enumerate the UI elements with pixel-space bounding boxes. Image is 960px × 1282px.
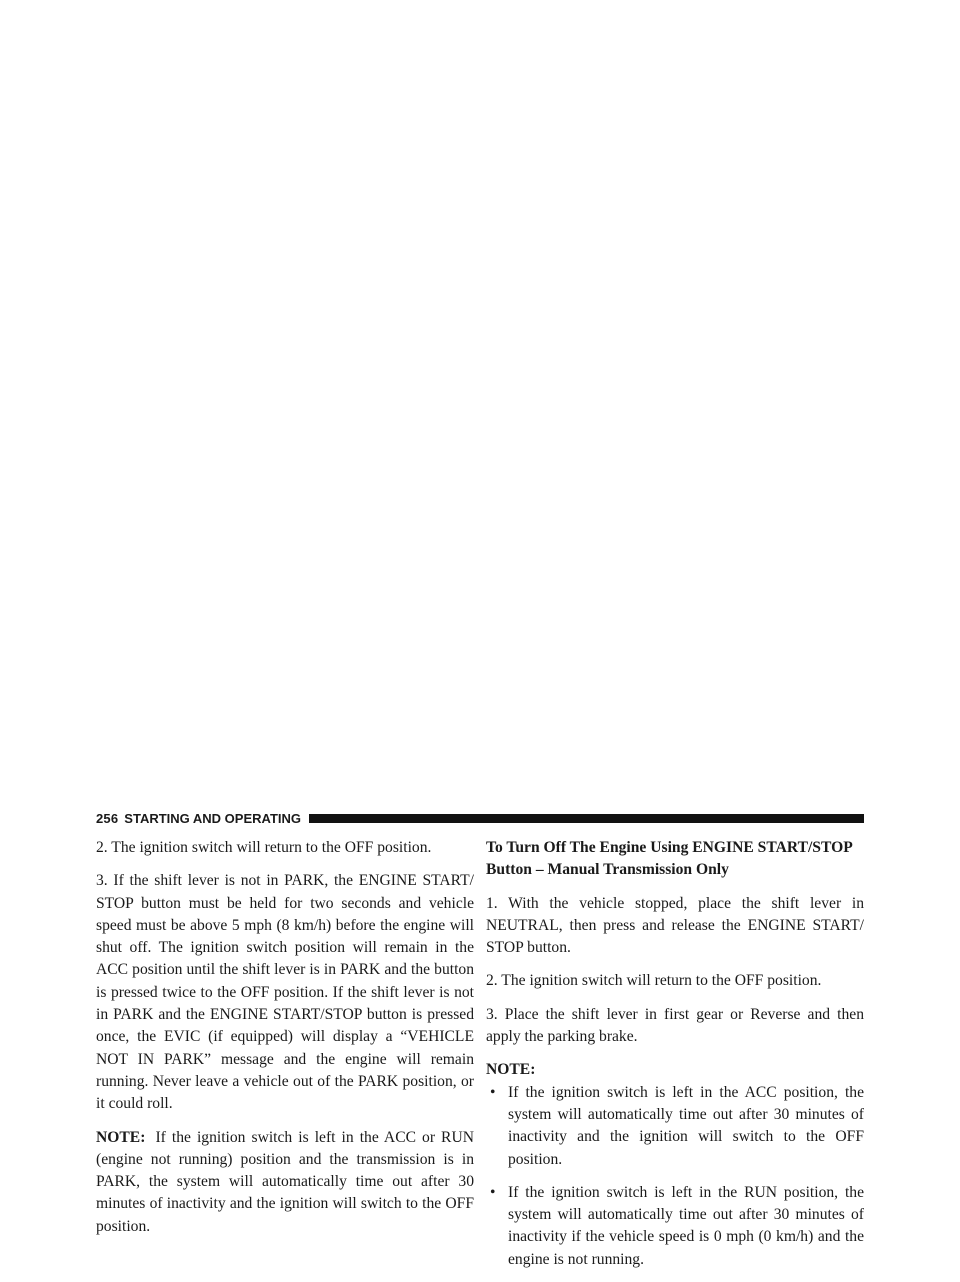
header-rule	[309, 814, 864, 823]
page-number: 256	[96, 810, 119, 826]
section-heading: To Turn Off The Engine Using ENGINE START/STOP Button – Manual Transmission Only	[486, 839, 852, 879]
section-title: STARTING AND OPERATING	[124, 810, 301, 826]
step-3-paragraph: 3. Place the shift lever in first gear or Reverse and then apply the parking brake.	[486, 1005, 864, 1046]
note-paragraph	[96, 1127, 474, 1238]
step-2-paragraph: 2. The ignition switch will return to the OFF position.	[486, 972, 822, 990]
step-1-paragraph: 1. With the vehicle stopped, place the shift lever in NEUTRAL, then press and release the ENGINE START/ STOP button.	[486, 894, 864, 957]
step-3-paragraph: 3. If the shift lever is not in PARK, the ENGINE START/ STOP button must be held for two seconds and vehicle speed must be above 5 mph (8 km/h) before the engine will shut off. The ignition switch position will remain in the ACC position until the shift lever is in PARK and the button is pressed twice to the OFF position. If the shift lever is not in PARK and the ENGINE START/STOP button is pressed once, the EVIC (if equipped) will display a “VEHICLE NOT IN PARK” message and the engine will remain running. Never leave a vehicle out of the PARK position, or it could roll.	[96, 872, 474, 1113]
bullet-text: If the ignition switch is left in the RUN position, the system will automatically time out after 30 minutes of inactivity if the vehicle speed is 0 mph (0 km/h) and the engine is not running.	[508, 1183, 864, 1268]
note-heading: NOTE:	[486, 1061, 536, 1079]
bullet-item	[486, 1182, 864, 1271]
bullet-text: If the ignition switch is left in the ACC position, the system will automatically time out after 30 minutes of inactivity and the ignition will switch to the OFF position.	[508, 1083, 864, 1168]
note-text: If the ignition switch is left in the ACC or RUN (engine not running) position and the transmission is in PARK, the system will automatically time out after 30 minutes of inactivity and the ignition will switch to the OFF position.	[96, 1128, 474, 1235]
bullet-item	[486, 1082, 864, 1171]
page-header	[96, 809, 864, 827]
step-2-paragraph: 2. The ignition switch will return to the OFF position.	[96, 839, 432, 856]
left-column	[96, 837, 474, 1249]
right-column	[486, 837, 864, 1282]
bullet-icon: •	[490, 1083, 496, 1101]
note-label: NOTE:	[96, 1128, 146, 1146]
bullet-icon: •	[490, 1183, 496, 1201]
